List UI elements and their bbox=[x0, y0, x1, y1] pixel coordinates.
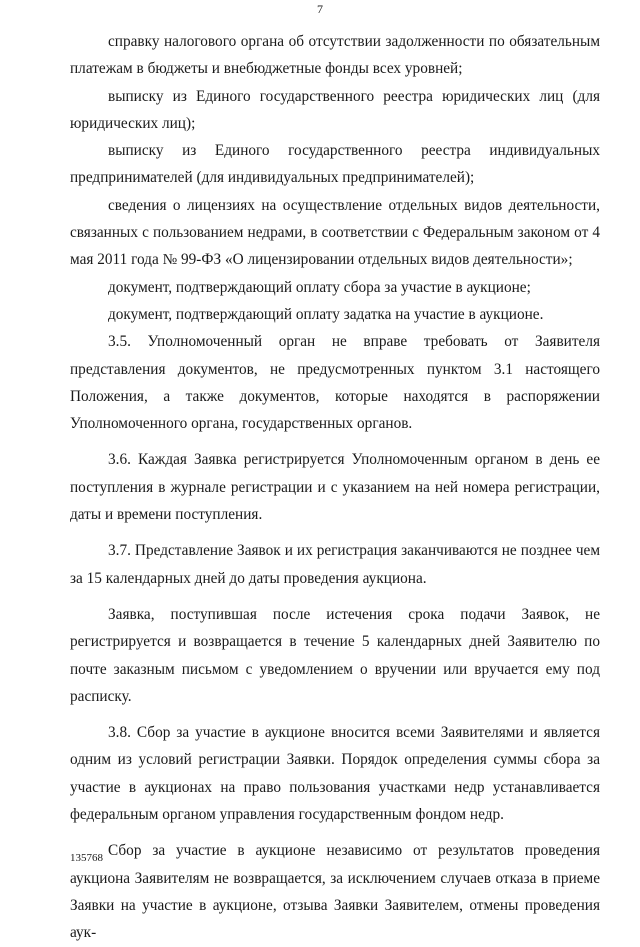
paragraph-fee-payment-doc: документ, подтверждающий оплату сбора за участие в аукционе; bbox=[108, 278, 531, 296]
paragraph-late-application: Заявка, поступившая после истечения срока подачи Заявок, не регистрируется и возвращается в течение 5 календарных дней Заявителю по почте заказным письмом с уведомлением о вручении или вручается ему под расписку. bbox=[70, 605, 600, 705]
clause-3-7: 3.7. Представление Заявок и их регистрация заканчиваются не позднее чем за 15 календарных дней до даты проведения аукциона. bbox=[70, 542, 600, 587]
body-text bbox=[70, 28, 600, 947]
clause-3-8: 3.8. Сбор за участие в аукционе вносится всеми Заявителями и является одним из условий регистрации Заявки. Порядок определения суммы сбора за участие в аукционах на право пользования участками недр устанавливается федеральным органом управления государственным фондом недр. bbox=[70, 724, 600, 824]
document-code: 135768 bbox=[70, 852, 103, 864]
page-number: 7 bbox=[317, 2, 323, 16]
paragraph-license-info: сведения о лицензиях на осуществление отдельных видов деятельности, связанных с пользованием недрами, в соответствии с Федеральным законом от 4 мая 2011 года № 99-ФЗ «О лицензировании отдельных видов деятельности»; bbox=[70, 196, 600, 269]
paragraph-entrepreneurs-extract: выписку из Единого государственного реестра индивидуальных предпринимателей (для индивидуальных предпринимателей); bbox=[70, 142, 600, 187]
clause-3-6: 3.6. Каждая Заявка регистрируется Уполномоченным органом в день ее поступления в журнале регистрации и с указанием на ней номера регистрации, даты и времени поступления. bbox=[70, 451, 600, 524]
paragraph-fee-non-refund: Сбор за участие в аукционе независимо от результатов проведения аукциона Заявителям не возвращается, за исключением случаев отказа в приеме Заявки на участие в аукционе, отзыва Заявки Заявителем, отмены проведения аук- bbox=[70, 842, 600, 942]
paragraph-legal-entities-extract: выписку из Единого государственного реестра юридических лиц (для юридических лиц); bbox=[70, 87, 600, 132]
paragraph-deposit-payment-doc: документ, подтверждающий оплату задатка на участие в аукционе. bbox=[108, 305, 544, 323]
clause-3-5: 3.5. Уполномоченный орган не вправе требовать от Заявителя представления документов, не предусмотренных пунктом 3.1 настоящего Положения, а также документов, которые находятся в распоряжении Уполномоченного органа, государственных органов. bbox=[70, 333, 600, 433]
paragraph-tax-certificate: справку налогового органа об отсутствии задолженности по обязательным платежам в бюджеты и внебюджетные фонды всех уровней; bbox=[70, 33, 600, 78]
